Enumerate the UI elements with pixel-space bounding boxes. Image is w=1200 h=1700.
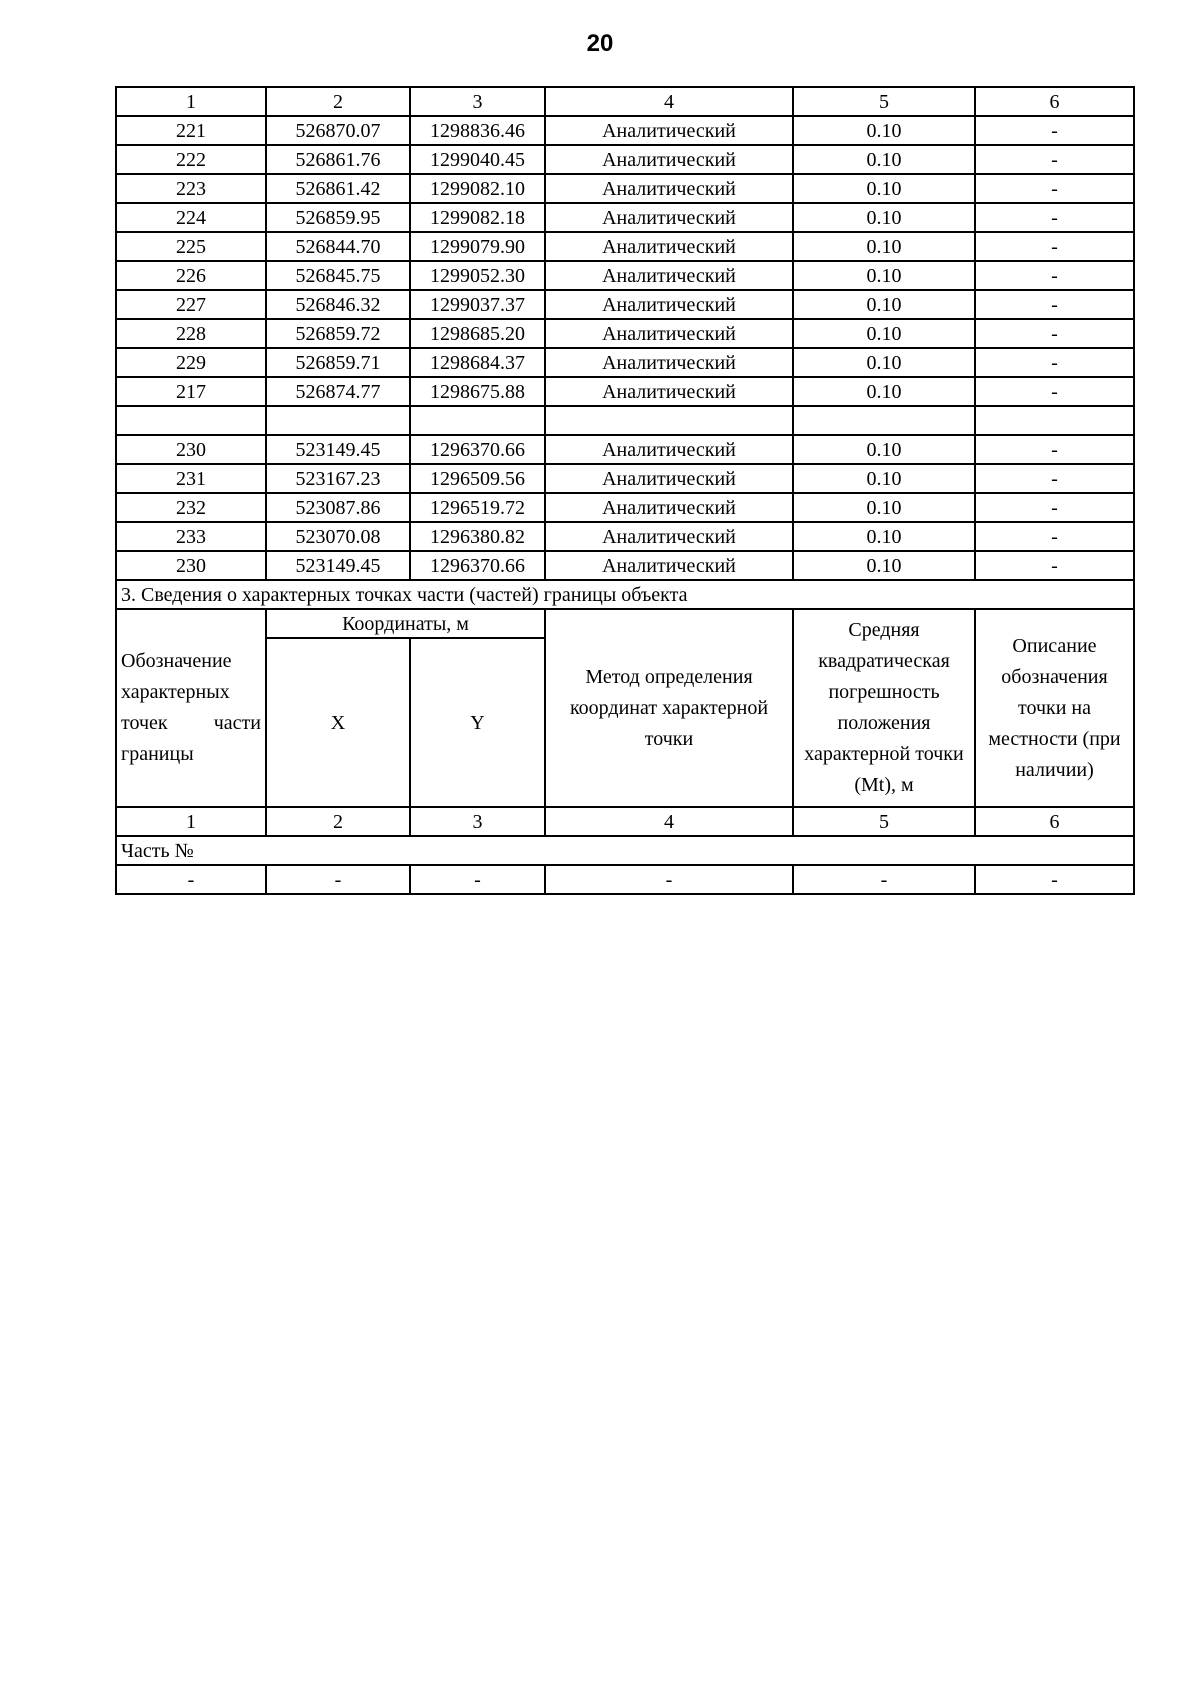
cell-point: 230 xyxy=(116,551,266,580)
cell-x: 523087.86 xyxy=(266,493,410,522)
cell-mt: 0.10 xyxy=(793,116,975,145)
cell-desc: - xyxy=(975,377,1134,406)
cell-method: Аналитический xyxy=(545,145,793,174)
cell-mt: 0.10 xyxy=(793,174,975,203)
cell-mt: 0.10 xyxy=(793,203,975,232)
cell-desc: - xyxy=(975,145,1134,174)
section-3-header-row-1 xyxy=(116,609,1134,638)
cell-method: Аналитический xyxy=(545,232,793,261)
header-description: Описание обозначения точки на местности (при наличии) xyxy=(975,609,1134,807)
part-number-label: Часть № xyxy=(116,836,1134,865)
section-3-title-row xyxy=(116,580,1134,609)
cell-y: 1296370.66 xyxy=(410,435,545,464)
section-3-title: 3. Сведения о характерных точках части (частей) границы объекта xyxy=(116,580,1134,609)
cell-point: 224 xyxy=(116,203,266,232)
cell-point: 221 xyxy=(116,116,266,145)
cell-desc: - xyxy=(975,348,1134,377)
col-num-3: 3 xyxy=(410,87,545,116)
cell-y: 1296519.72 xyxy=(410,493,545,522)
column-number-row xyxy=(116,87,1134,116)
cell-x: 526845.75 xyxy=(266,261,410,290)
cell-x: 526844.70 xyxy=(266,232,410,261)
s3-col-num-6: 6 xyxy=(975,807,1134,836)
table-row xyxy=(116,348,1134,377)
col-num-2: 2 xyxy=(266,87,410,116)
cell-desc: - xyxy=(975,319,1134,348)
cell-x: 526870.07 xyxy=(266,116,410,145)
header-designation: Обозначение характерных точек части границы xyxy=(116,609,266,807)
cell-point: 230 xyxy=(116,435,266,464)
cell-y: 1299037.37 xyxy=(410,290,545,319)
cell-point: 227 xyxy=(116,290,266,319)
table-row xyxy=(116,145,1134,174)
col-num-1: 1 xyxy=(116,87,266,116)
cell-mt: 0.10 xyxy=(793,377,975,406)
cell-mt: 0.10 xyxy=(793,522,975,551)
page-number: 20 xyxy=(586,30,614,57)
table-row xyxy=(116,435,1134,464)
cell-y: 1299082.18 xyxy=(410,203,545,232)
cell-x: 526859.72 xyxy=(266,319,410,348)
s3-col-num-1: 1 xyxy=(116,807,266,836)
cell-method: Аналитический xyxy=(545,493,793,522)
table-row xyxy=(116,522,1134,551)
cell-y: 1299040.45 xyxy=(410,145,545,174)
s3-col-num-4: 4 xyxy=(545,807,793,836)
cell-x: 526859.95 xyxy=(266,203,410,232)
cell-x: 526861.76 xyxy=(266,145,410,174)
cell-point: 232 xyxy=(116,493,266,522)
cell-y: 1299079.90 xyxy=(410,232,545,261)
s3-col-num-2: 2 xyxy=(266,807,410,836)
table-row xyxy=(116,464,1134,493)
cell-y: 1296370.66 xyxy=(410,551,545,580)
cell-point: 225 xyxy=(116,232,266,261)
cell-desc: - xyxy=(975,290,1134,319)
coordinates-table xyxy=(115,86,1135,895)
header-x: X xyxy=(266,638,410,807)
cell-mt: 0.10 xyxy=(793,493,975,522)
cell-y: 1296380.82 xyxy=(410,522,545,551)
cell-desc: - xyxy=(975,261,1134,290)
empty-cell: - xyxy=(116,865,266,894)
col-num-4: 4 xyxy=(545,87,793,116)
cell-y: 1298684.37 xyxy=(410,348,545,377)
cell-method: Аналитический xyxy=(545,377,793,406)
cell-method: Аналитический xyxy=(545,348,793,377)
cell-mt: 0.10 xyxy=(793,145,975,174)
cell-mt: 0.10 xyxy=(793,551,975,580)
cell-desc: - xyxy=(975,551,1134,580)
col-num-6: 6 xyxy=(975,87,1134,116)
cell-method: Аналитический xyxy=(545,261,793,290)
cell-desc: - xyxy=(975,435,1134,464)
col-num-5: 5 xyxy=(793,87,975,116)
table-row xyxy=(116,203,1134,232)
cell-mt: 0.10 xyxy=(793,319,975,348)
cell-x: 526859.71 xyxy=(266,348,410,377)
cell-y: 1298836.46 xyxy=(410,116,545,145)
part-number-row xyxy=(116,836,1134,865)
table-row xyxy=(116,232,1134,261)
blank-separator-row xyxy=(116,406,1134,435)
cell-method: Аналитический xyxy=(545,464,793,493)
cell-point: 222 xyxy=(116,145,266,174)
empty-cell: - xyxy=(266,865,410,894)
cell-desc: - xyxy=(975,116,1134,145)
cell-method: Аналитический xyxy=(545,290,793,319)
cell-point: 229 xyxy=(116,348,266,377)
cell-point: 228 xyxy=(116,319,266,348)
cell-method: Аналитический xyxy=(545,174,793,203)
cell-desc: - xyxy=(975,464,1134,493)
empty-cell: - xyxy=(975,865,1134,894)
cell-point: 226 xyxy=(116,261,266,290)
table-row xyxy=(116,174,1134,203)
table-row xyxy=(116,493,1134,522)
header-coordinates: Координаты, м xyxy=(266,609,545,638)
header-method: Метод определения координат характерной точки xyxy=(545,609,793,807)
cell-point: 233 xyxy=(116,522,266,551)
cell-y: 1298675.88 xyxy=(410,377,545,406)
cell-desc: - xyxy=(975,203,1134,232)
cell-x: 526846.32 xyxy=(266,290,410,319)
cell-x: 526874.77 xyxy=(266,377,410,406)
cell-y: 1299052.30 xyxy=(410,261,545,290)
cell-method: Аналитический xyxy=(545,435,793,464)
cell-x: 523149.45 xyxy=(266,435,410,464)
header-mt: Средняя квадратическая погрешность положения характерной точки (Mt), м xyxy=(793,609,975,807)
cell-point: 231 xyxy=(116,464,266,493)
empty-cell: - xyxy=(545,865,793,894)
cell-x: 523070.08 xyxy=(266,522,410,551)
cell-x: 523149.45 xyxy=(266,551,410,580)
cell-point: 223 xyxy=(116,174,266,203)
table-row xyxy=(116,261,1134,290)
cell-y: 1296509.56 xyxy=(410,464,545,493)
cell-method: Аналитический xyxy=(545,319,793,348)
part-empty-row xyxy=(116,865,1134,894)
cell-mt: 0.10 xyxy=(793,464,975,493)
table-row xyxy=(116,319,1134,348)
cell-method: Аналитический xyxy=(545,116,793,145)
cell-mt: 0.10 xyxy=(793,232,975,261)
cell-point: 217 xyxy=(116,377,266,406)
table-row xyxy=(116,377,1134,406)
cell-x: 523167.23 xyxy=(266,464,410,493)
cell-mt: 0.10 xyxy=(793,261,975,290)
empty-cell: - xyxy=(410,865,545,894)
cell-desc: - xyxy=(975,174,1134,203)
table-row xyxy=(116,116,1134,145)
cell-method: Аналитический xyxy=(545,522,793,551)
s3-col-num-5: 5 xyxy=(793,807,975,836)
cell-mt: 0.10 xyxy=(793,290,975,319)
cell-desc: - xyxy=(975,232,1134,261)
cell-y: 1298685.20 xyxy=(410,319,545,348)
cell-mt: 0.10 xyxy=(793,435,975,464)
section-3-column-number-row xyxy=(116,807,1134,836)
cell-desc: - xyxy=(975,493,1134,522)
table-row xyxy=(116,551,1134,580)
cell-desc: - xyxy=(975,522,1134,551)
s3-col-num-3: 3 xyxy=(410,807,545,836)
header-y: Y xyxy=(410,638,545,807)
cell-method: Аналитический xyxy=(545,551,793,580)
cell-method: Аналитический xyxy=(545,203,793,232)
cell-mt: 0.10 xyxy=(793,348,975,377)
cell-y: 1299082.10 xyxy=(410,174,545,203)
table-row xyxy=(116,290,1134,319)
empty-cell: - xyxy=(793,865,975,894)
cell-x: 526861.42 xyxy=(266,174,410,203)
